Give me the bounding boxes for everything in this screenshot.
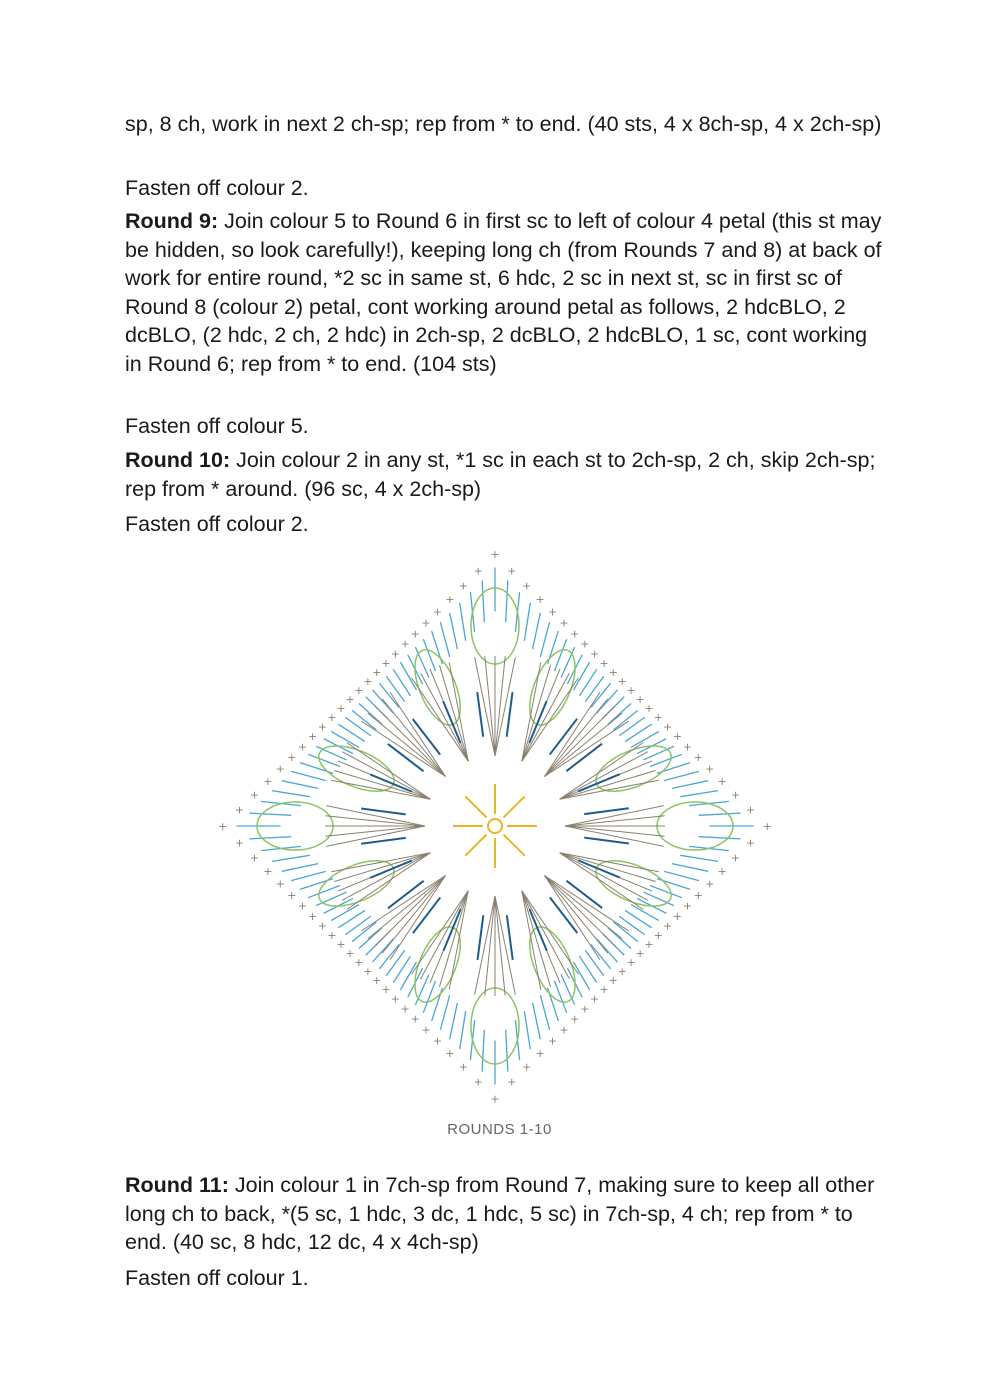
edge-stitch: + [308,730,318,744]
edge-stitch: + [507,1075,517,1089]
paragraph-text: Fasten off colour 1. [125,1266,309,1290]
blue-stitch [554,639,566,671]
crochet-diagram [200,538,800,1118]
taupe-stitch [544,721,628,776]
edge-stitch: + [400,1002,410,1016]
blue-stitch [450,1003,458,1039]
blue-stitch [460,603,466,641]
taupe-stitch [390,875,445,959]
paragraph-fasten-off-3 [125,510,885,539]
edge-stitch: + [580,637,590,651]
taupe-stitch [325,816,425,826]
taupe-stitch [565,816,665,826]
navy-stitch [584,808,629,814]
edge-stitch: + [458,1060,468,1074]
crochet-chart-svg [200,538,800,1118]
taupe-stitch [495,896,515,995]
edge-stitch: + [297,899,308,913]
edge-stitch: + [308,909,318,923]
edge-stitch: + [275,762,285,776]
edge-stitch: + [608,665,618,679]
navy-stitch [566,881,602,908]
navy-stitch [361,838,406,844]
navy-stitch [507,915,513,960]
paragraph-text: Fasten off colour 2. [125,512,309,536]
blue-stitch [619,916,644,935]
navy-stitch [388,744,424,771]
blue-stitch [585,950,604,975]
blue-stitch [291,871,326,880]
edge-stitch: + [507,564,517,578]
yellow-stitch [503,834,524,855]
edge-stitch: + [672,730,682,744]
blue-stitch [672,781,708,789]
navy-stitch [584,838,629,844]
blue-stitch [625,910,652,927]
edge-stitch: + [626,956,636,970]
blue-stitch [282,864,318,872]
yellow-stitch [503,796,524,817]
blue-stitch [249,837,291,839]
taupe-stitch [522,891,570,979]
blue-stitch [482,1030,484,1072]
blue-stitch [393,956,410,983]
edge-stitch: + [354,956,364,970]
blue-stitch [533,1003,541,1039]
taupe-stitch [325,826,425,836]
taupe-stitch [342,853,430,901]
edge-stitch: + [249,851,260,865]
edge-stitch: + [682,740,693,754]
edge-stitch: + [421,1023,431,1037]
yellow-stitch [465,796,486,817]
edge-stitch: + [445,592,455,606]
edge-stitch: + [644,701,654,715]
blue-stitch [591,683,611,707]
blue-stitch [680,791,718,797]
yellow-stitch [465,834,486,855]
taupe-stitch [565,826,664,846]
taupe-stitch [475,896,495,995]
blue-stitch [533,613,541,649]
edge-stitch: + [580,1002,590,1016]
taupe-stitch [390,692,445,776]
blue-stitch [338,724,365,741]
edge-stitch: + [410,627,420,641]
edge-stitch: + [717,865,727,879]
edge-stitch: + [608,974,618,988]
edge-stitch: + [662,919,673,933]
edge-stitch: + [653,710,663,724]
taupe-stitch [421,891,469,979]
taupe-stitch [495,657,515,756]
paragraph-text: Join colour 1 in 7ch-sp from Round 7, making sure to keep all other long ch to back, *(5 sc, 1 hdc, 3 dc, 1 hdc, 5 sc) in 7ch-sp, 4 ch; rep from * to end. (40 sc, 8 hdc, 12 dc, 4 x 4ch-sp) [125,1173,875,1254]
blue-stitch [386,676,405,701]
taupe-stitch [326,806,425,826]
edge-stitch: + [745,803,756,817]
blue-stitch [352,710,376,730]
edge-stitch: + [287,888,297,902]
blue-stitch [619,717,644,736]
navy-stitch [550,719,577,755]
edge-stitch: + [617,965,627,979]
edge-stitch: + [345,692,355,706]
paragraph-text: Join colour 5 to Round 6 in first sc to left of colour 4 petal (this st may be hidden, so look carefully!), keeping long ch (from Rounds 7 and 8) at back of work for entire round, *2 sc in same st, 6 hdc, 2 sc in next st, sc in first sc of Round 8 (colour 2) petal, cont working around petal as follows, 2 hdcBLO, 2 dcBLO, (2 hdc, 2 ch, 2 hdc) in 2ch-sp, 2 dcBLO, 2 hdcBLO, 1 sc, cont working in Round 6; rep from * to end. (104 sts) [125,209,882,376]
edge-stitch: + [730,851,741,865]
edge-stitch: + [249,788,260,802]
edge-stitch: + [327,710,337,724]
blue-stitch [272,855,310,861]
edge-stitch: + [327,929,337,943]
diagram-caption: ROUNDS 1-10 [447,1121,552,1138]
edge-stitch: + [705,762,715,776]
paragraph-text: Fasten off colour 5. [125,414,309,438]
paragraph-text: Fasten off colour 2. [125,176,309,200]
blue-stitch [386,950,405,975]
edge-stitch: + [547,605,558,619]
edge-stitch: + [635,947,645,961]
blue-stitch [650,885,682,897]
taupe-stitch [565,806,664,826]
blue-stitch [672,864,708,872]
edge-stitch: + [559,1023,569,1037]
blue-stitch [680,855,718,861]
blue-stitch [625,724,652,741]
edge-stitch: + [336,701,346,715]
blue-stitch [614,710,638,730]
taupe-stitch [522,673,570,761]
edge-stitch: + [653,929,663,943]
navy-stitch [361,808,406,814]
edge-stitch: + [590,647,600,661]
blue-stitch [506,1030,508,1072]
navy-stitch [566,744,602,771]
edge-stitch: + [693,751,703,765]
edge-stitch: + [345,947,355,961]
edge-stitch: + [432,1034,443,1048]
blue-stitch [482,580,484,622]
edge-stitch: + [445,1047,455,1061]
edge-stitch: + [490,547,500,561]
edge-stitch: + [662,720,673,734]
edge-stitch: + [297,740,308,754]
blue-stitch [524,603,530,641]
blue-stitch [393,669,410,696]
navy-stitch [388,881,424,908]
blue-stitch [249,813,291,815]
taupe-stitch [361,875,445,930]
taupe-stitch [421,673,469,761]
navy-stitch [413,719,440,755]
blue-stitch [379,945,399,969]
blue-stitch [614,922,638,942]
blue-stitch [440,622,449,657]
taupe-stitch [485,896,495,996]
taupe-stitch [342,752,430,800]
edge-stitch: + [599,983,609,997]
blue-stitch [591,945,611,969]
blue-stitch [423,639,435,671]
blue-stitch [699,813,741,815]
edge-stitch: + [599,656,609,670]
edge-stitch: + [730,788,741,802]
paragraph-round8-end [125,110,885,139]
paragraph-round9 [125,207,885,378]
edge-stitch: + [263,865,273,879]
blue-stitch [450,613,458,649]
blue-stitch [282,781,318,789]
edge-stitch: + [745,836,756,850]
navy-stitch [477,915,483,960]
edge-stitch: + [421,616,431,630]
blue-stitch [460,1011,466,1049]
edge-stitch: + [354,683,364,697]
round-label: Round 10: [125,448,231,472]
navy-stitch [507,692,513,737]
blue-stitch [272,791,310,797]
blue-stitch [308,754,340,766]
edge-stitch: + [390,992,400,1006]
edge-stitch: + [570,627,580,641]
edge-stitch: + [363,674,373,688]
edge-stitch: + [372,665,382,679]
edge-stitch: + [381,983,391,997]
blue-stitch [345,717,370,736]
taupe-stitch [485,656,495,756]
edge-stitch: + [287,751,297,765]
edge-stitch: + [381,656,391,670]
edge-stitch: + [559,616,569,630]
edge-stitch: + [635,692,645,706]
blue-stitch [440,995,449,1030]
edge-stitch: + [372,974,382,988]
paragraph-fasten-off-4 [125,1264,885,1293]
blue-stitch [579,669,596,696]
blue-stitch [540,995,549,1030]
blue-stitch [352,922,376,942]
blue-stitch [291,771,326,780]
taupe-stitch [560,752,648,800]
blue-stitch [379,683,399,707]
edge-stitch: + [458,579,468,593]
edge-stitch: + [336,938,346,952]
blue-stitch [338,910,365,927]
taupe-stitch [495,896,505,996]
edge-stitch: + [672,909,682,923]
magic-ring [488,819,502,833]
paragraph-fasten-off-2 [125,412,885,441]
edge-stitch: + [473,1075,483,1089]
edge-stitch: + [410,1012,420,1026]
taupe-stitch [544,692,599,776]
blue-stitch [308,885,340,897]
edge-stitch: + [317,720,328,734]
taupe-stitch [565,826,665,836]
paragraph-fasten-off-1 [125,174,885,203]
blue-stitch [524,1011,530,1049]
blue-stitch [506,580,508,622]
edge-stitch: + [432,605,443,619]
edge-stitch: + [363,965,373,979]
blue-stitch [423,981,435,1013]
blue-stitch [579,956,596,983]
blue-stitch [345,916,370,935]
edge-stitch: + [473,564,483,578]
edge-stitch: + [762,820,772,833]
taupe-stitch [326,826,425,846]
edge-stitch: + [263,774,273,788]
edge-stitch: + [400,637,410,651]
taupe-stitch [544,875,628,930]
edge-stitch: + [626,683,636,697]
navy-stitch [477,692,483,737]
edge-stitch: + [570,1012,580,1026]
taupe-stitch [475,657,495,756]
edge-stitch: + [717,774,727,788]
paragraph-round11 [125,1171,885,1257]
edge-stitch: + [218,820,228,833]
blue-stitch [650,754,682,766]
edge-stitch: + [705,877,715,891]
edge-stitch: + [590,992,600,1006]
paragraph-text: sp, 8 ch, work in next 2 ch-sp; rep from * to end. (40 sts, 4 x 8ch-sp, 4 x 2ch-sp) [125,112,882,136]
taupe-stitch [560,853,648,901]
edge-stitch: + [522,1060,532,1074]
taupe-stitch [495,656,505,756]
edge-stitch: + [535,1047,545,1061]
blue-stitch [585,676,604,701]
edge-stitch: + [644,938,654,952]
edge-stitch: + [522,579,532,593]
edge-stitch: + [547,1034,558,1048]
edge-stitch: + [234,836,245,850]
navy-stitch [413,897,440,933]
edge-stitch: + [317,919,328,933]
edge-stitch: + [490,1092,500,1106]
paragraph-text: Join colour 2 in any st, *1 sc in each st to 2ch-sp, 2 ch, skip 2ch-sp; rep from * around. (96 sc, 4 x 2ch-sp) [125,448,876,501]
blue-stitch [540,622,549,657]
blue-stitch [664,871,699,880]
round-label: Round 11: [125,1173,229,1197]
paragraph-round10 [125,446,885,503]
edge-stitch: + [275,877,285,891]
blue-stitch [699,837,741,839]
edge-stitch: + [390,647,400,661]
blue-stitch [664,771,699,780]
taupe-stitch [544,875,599,959]
edge-stitch: + [693,888,703,902]
navy-stitch [550,897,577,933]
edge-stitch: + [682,899,693,913]
blue-stitch [554,981,566,1013]
edge-stitch: + [617,674,627,688]
round-label: Round 9: [125,209,219,233]
edge-stitch: + [234,803,245,817]
taupe-stitch [361,721,445,776]
edge-stitch: + [535,592,545,606]
